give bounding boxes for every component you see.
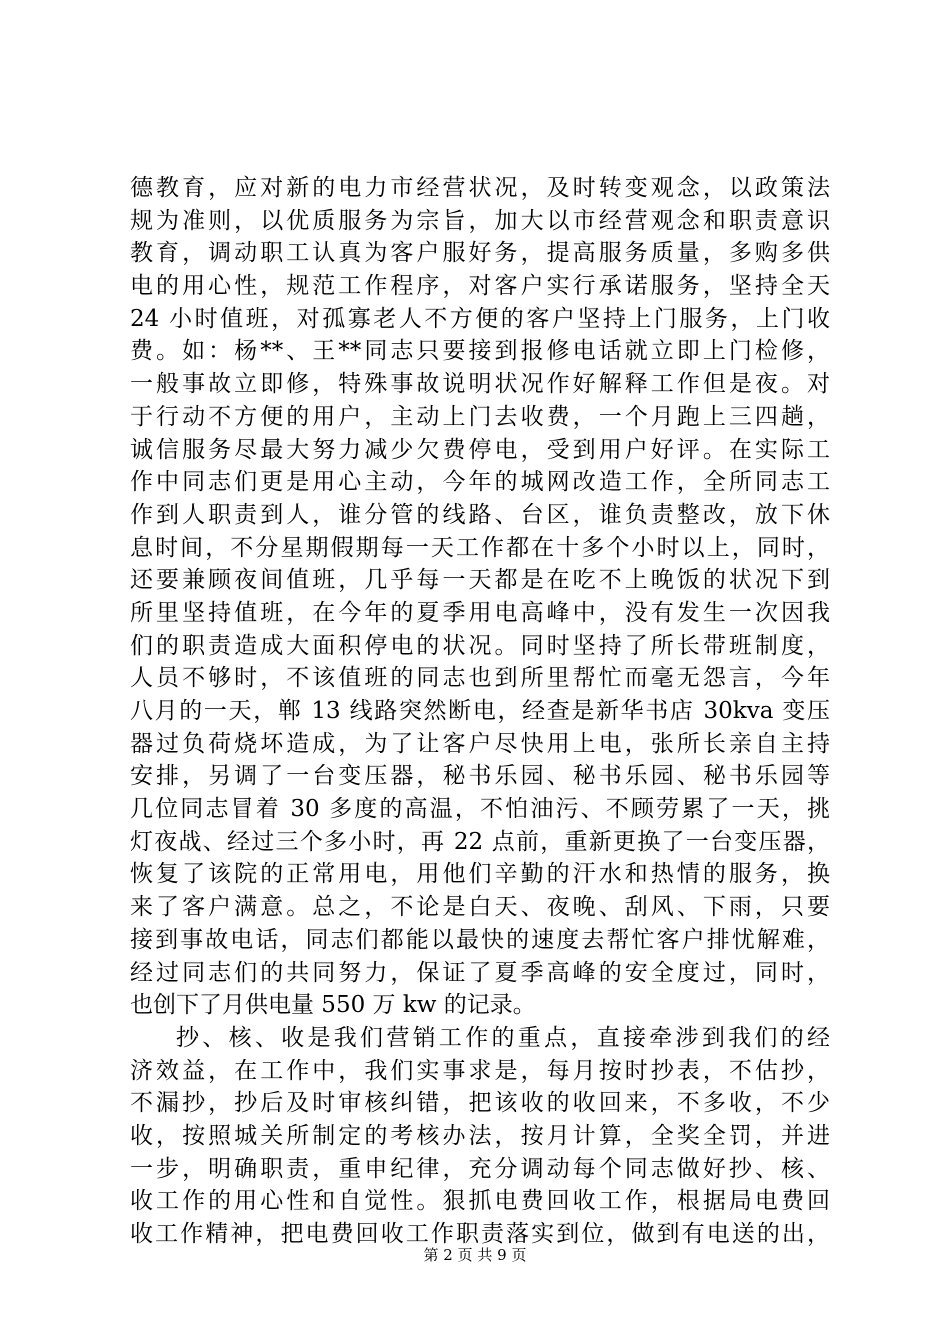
text-line: 一般事故立即修，特殊事故说明状况作好解释工作但是夜。对 xyxy=(130,371,830,398)
paragraph-1 xyxy=(130,172,830,1022)
text-line: 接到事故电话，同志们都能以最快的速度去帮忙客户排忧解难， xyxy=(130,926,830,953)
document-body xyxy=(130,172,830,1251)
text-line: 教育，调动职工认真为客户服好务，提高服务质量，多购多供 xyxy=(130,240,830,267)
text-line: 恢复了该院的正常用电，用他们辛勤的汗水和热情的服务，换 xyxy=(130,861,830,888)
text-line: 电的用心性，规范工作程序，对客户实行承诺服务，坚持全天 xyxy=(130,273,830,300)
text-line: 规为准则，以优质服务为宗旨，加大以市经营观念和职责意识 xyxy=(130,207,830,234)
text-line: 还要兼顾夜间值班，几乎每一天都是在吃不上晚饭的状况下到 xyxy=(130,567,830,594)
text-line: 息时间，不分星期假期每一天工作都在十多个小时以上，同时， xyxy=(130,534,830,561)
text-line: 作到人职责到人，谁分管的线路、台区，谁负责整改，放下休 xyxy=(130,501,830,528)
text-line: 安排，另调了一台变压器，秘书乐园、秘书乐园、秘书乐园等 xyxy=(130,763,830,790)
text-line: 于行动不方便的用户，主动上门去收费，一个月跑上三四趟， xyxy=(130,403,830,430)
text-line: 24 小时值班，对孤寡老人不方便的客户坚持上门服务，上门收 xyxy=(130,305,830,332)
text-line: 不漏抄，抄后及时审核纠错，把该收的收回来，不多收，不少 xyxy=(130,1090,830,1117)
text-line: 灯夜战、经过三个多小时，再 22 点前，重新更换了一台变压器， xyxy=(130,828,830,855)
text-line: 们的职责造成大面积停电的状况。同时坚持了所长带班制度， xyxy=(130,632,830,659)
text-line: 也创下了月供电量 550 万 kw 的记录。 xyxy=(130,992,536,1019)
page-number-footer: 第 2 页 共 9 页 xyxy=(423,1246,527,1264)
text-line: 作中同志们更是用心主动，今年的城网改造工作，全所同志工 xyxy=(130,469,830,496)
text-line: 费。如：杨**、王**同志只要接到报修电话就立即上门检修， xyxy=(130,338,830,365)
text-line: 器过负荷烧坏造成，为了让客户尽快用上电，张所长亲自主持 xyxy=(130,730,830,757)
text-line: 八月的一天，郸 13 线路突然断电，经查是新华书店 30kva 变压 xyxy=(130,698,830,724)
text-line: 济效益，在工作中，我们实事求是，每月按时抄表，不估抄， xyxy=(130,1057,830,1084)
text-line: 所里坚持值班，在今年的夏季用电高峰中，没有发生一次因我 xyxy=(130,599,830,626)
paragraph-2 xyxy=(130,1022,830,1251)
text-line: 收工作精神，把电费回收工作职责落实到位，做到有电送的出， xyxy=(130,1221,830,1247)
text-line: 收，按照城关所制定的考核办法，按月计算，全奖全罚，并进 xyxy=(130,1122,830,1149)
text-line: 经过同志们的共同努力，保证了夏季高峰的安全度过，同时， xyxy=(130,959,830,986)
text-line: 一步，明确职责，重申纪律，充分调动每个同志做好抄、核、 xyxy=(130,1155,830,1182)
text-line: 收工作的用心性和自觉性。狠抓电费回收工作，根据局电费回 xyxy=(130,1188,830,1215)
text-line: 几位同志冒着 30 多度的高温，不怕油污、不顾劳累了一天，挑 xyxy=(130,796,830,823)
text-line: 德教育，应对新的电力市经营状况，及时转变观念，以政策法 xyxy=(130,175,830,201)
text-line: 人员不够时，不该值班的同志也到所里帮忙而毫无怨言，今年 xyxy=(130,665,830,692)
text-line: 来了客户满意。总之，不论是白天、夜晚、刮风、下雨，只要 xyxy=(130,894,830,921)
text-line: 抄、核、收是我们营销工作的重点，直接牵涉到我们的经 xyxy=(176,1024,830,1051)
text-line: 诚信服务尽最大努力减少欠费停电，受到用户好评。在实际工 xyxy=(130,436,830,463)
